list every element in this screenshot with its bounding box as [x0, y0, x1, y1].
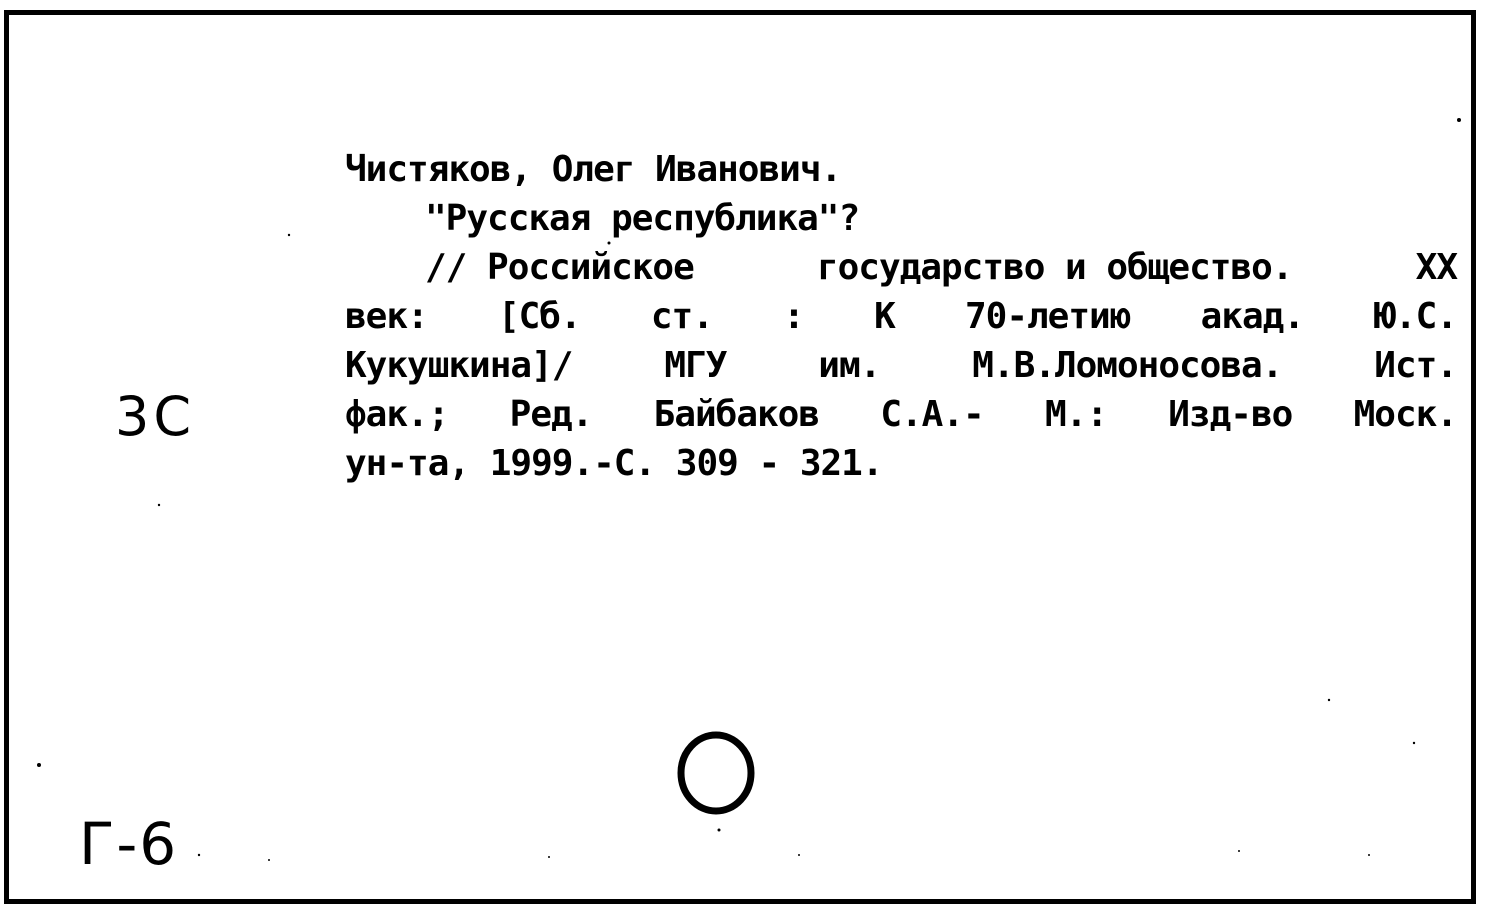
catalog-card [4, 10, 1476, 904]
bibliographic-entry [345, 145, 1457, 488]
shelf-mark: 3C [115, 385, 196, 448]
title-line: "Русская республика"? [425, 198, 860, 239]
body-line-1: // Российское государство и общество. XX [425, 247, 1457, 288]
body-line-4: фак.; Ред. Байбаков С.А.- М.: Изд-во Моск. [345, 394, 1457, 435]
body-line-2: век: [Сб. ст. : К 70-летию акад. Ю.С. [345, 296, 1457, 337]
body-line-3: Кукушкина]/ МГУ им. М.В.Ломоносова. Ист. [345, 345, 1457, 386]
author-line: Чистяков, Олег Иванович. [345, 149, 842, 190]
call-number: Г-6 [79, 810, 179, 878]
punch-hole-icon [675, 727, 757, 817]
body-line-5: ун-та, 1999.-С. 309 - 321. [345, 443, 883, 484]
